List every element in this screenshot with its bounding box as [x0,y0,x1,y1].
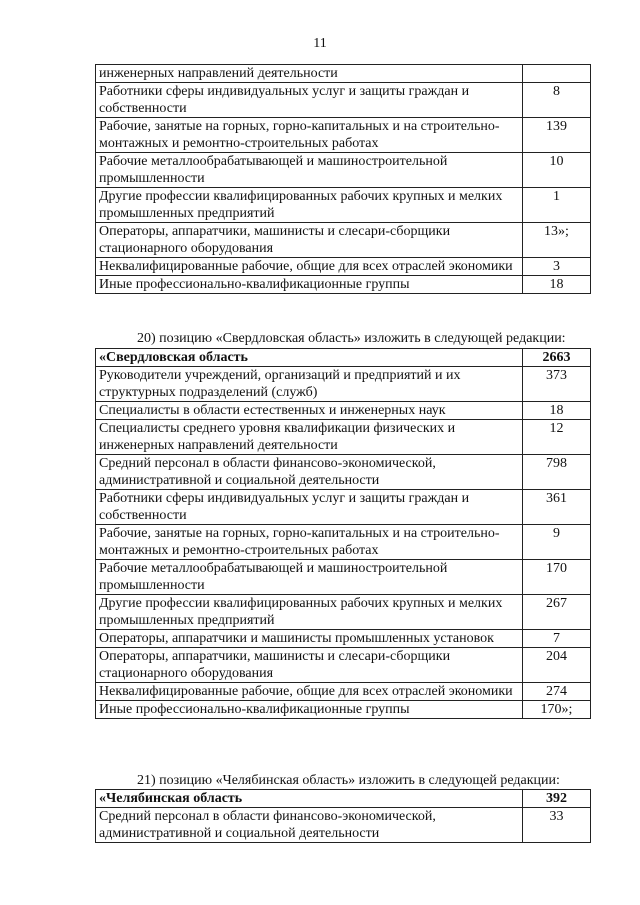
category-name: Средний персонал в области финансово-экономической, административной и социальной деятельности [96,455,523,490]
table-row [96,65,591,83]
table-row [96,648,591,683]
category-value: 204 [523,648,591,683]
category-value: 373 [523,367,591,402]
category-name: Рабочие металлообрабатывающей и машиностроительной промышленности [96,560,523,595]
table-row [96,188,591,223]
table-continued [95,64,591,294]
category-name: инженерных направлений деятельности [96,65,523,83]
table-row [96,490,591,525]
page-number: 11 [313,36,327,51]
table-row [96,367,591,402]
table-row [96,153,591,188]
table-sverdlovsk [95,348,591,719]
category-name: Иные профессионально-квалификационные группы [96,701,523,719]
table-row [96,595,591,630]
category-value: 10 [523,153,591,188]
table-row [96,683,591,701]
category-value: 13»; [523,223,591,258]
category-value: 267 [523,595,591,630]
category-name: Рабочие металлообрабатывающей и машиностроительной промышленности [96,153,523,188]
table-row [96,83,591,118]
category-name: Неквалифицированные рабочие, общие для всех отраслей экономики [96,683,523,701]
category-value: 170»; [523,701,591,719]
table-row [96,808,591,843]
category-value: 798 [523,455,591,490]
category-name: Руководители учреждений, организаций и предприятий и их структурных подразделений (служб) [96,367,523,402]
category-name: Иные профессионально-квалификационные группы [96,276,523,294]
category-name: Средний персонал в области финансово-экономической, административной и социальной деятельности [96,808,523,843]
category-name: Операторы, аппаратчики и машинисты промышленных установок [96,630,523,648]
category-value: 274 [523,683,591,701]
category-name: Работники сферы индивидуальных услуг и защиты граждан и собственности [96,83,523,118]
category-value: 18 [523,276,591,294]
table-row [96,701,591,719]
category-value: 33 [523,808,591,843]
category-value: 18 [523,402,591,420]
category-name: Другие профессии квалифицированных рабочих крупных и мелких промышленных предприятий [96,595,523,630]
category-name: Рабочие, занятые на горных, горно-капитальных и на строительно-монтажных и ремонтно-строительных работах [96,525,523,560]
table-row [96,525,591,560]
table-header-row [96,349,591,367]
category-value [523,65,591,83]
table-row [96,560,591,595]
category-value: 9 [523,525,591,560]
category-value: 1 [523,188,591,223]
table-chelyabinsk [95,789,591,843]
region-name: «Челябинская область [96,790,523,808]
category-value: 12 [523,420,591,455]
category-name: Неквалифицированные рабочие, общие для всех отраслей экономики [96,258,523,276]
table-row [96,420,591,455]
paragraph-20: 20) позицию «Свердловская область» изложить в следующей редакции: [137,331,566,346]
category-value: 139 [523,118,591,153]
table-row [96,223,591,258]
category-value: 7 [523,630,591,648]
category-name: Специалисты в области естественных и инженерных наук [96,402,523,420]
table-header-row [96,790,591,808]
category-name: Специалисты среднего уровня квалификации физических и инженерных направлений деятельности [96,420,523,455]
category-value: 8 [523,83,591,118]
category-name: Другие профессии квалифицированных рабочих крупных и мелких промышленных предприятий [96,188,523,223]
category-name: Операторы, аппаратчики, машинисты и слесари-сборщики стационарного оборудования [96,648,523,683]
table-row [96,630,591,648]
table-row [96,118,591,153]
category-value: 3 [523,258,591,276]
region-total: 2663 [523,349,591,367]
category-value: 170 [523,560,591,595]
region-name: «Свердловская область [96,349,523,367]
category-name: Рабочие, занятые на горных, горно-капитальных и на строительно-монтажных и ремонтно-строительных работах [96,118,523,153]
table-row [96,258,591,276]
paragraph-21: 21) позицию «Челябинская область» изложить в следующей редакции: [137,773,560,788]
category-name: Работники сферы индивидуальных услуг и защиты граждан и собственности [96,490,523,525]
category-value: 361 [523,490,591,525]
table-row [96,402,591,420]
table-row [96,455,591,490]
category-name: Операторы, аппаратчики, машинисты и слесари-сборщики стационарного оборудования [96,223,523,258]
region-total: 392 [523,790,591,808]
table-row [96,276,591,294]
